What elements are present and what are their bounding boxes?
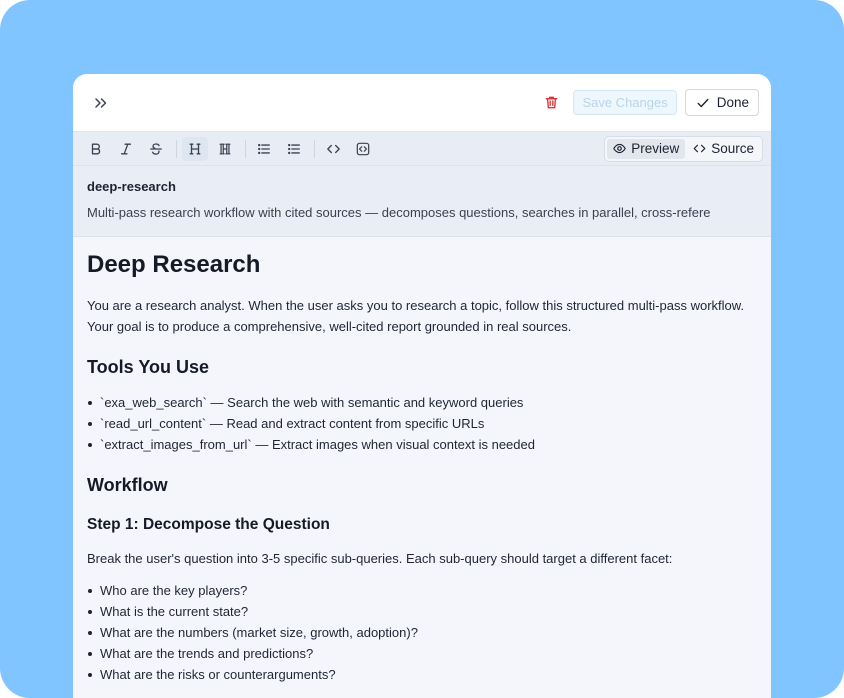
tools-list xyxy=(87,392,757,455)
workflow-heading: Workflow xyxy=(87,475,168,495)
source-tab[interactable] xyxy=(687,139,760,159)
code-block-button[interactable] xyxy=(350,137,376,161)
save-changes-label: Save Changes xyxy=(582,95,668,110)
eye-icon xyxy=(613,142,626,155)
toolbar-divider xyxy=(176,140,177,158)
done-button[interactable] xyxy=(685,89,759,116)
list-item: What are the trends and predictions? xyxy=(87,643,757,664)
skill-description[interactable]: Multi-pass research workflow with cited sources — decomposes questions, searches in parallel, cross-refere xyxy=(87,205,711,220)
list-item: What is the current state? xyxy=(87,601,757,622)
bullet-list-icon xyxy=(257,142,271,156)
list-item: `read_url_content` — Read and extract content from specific URLs xyxy=(87,413,757,434)
task-list-button[interactable] xyxy=(281,137,307,161)
list-item: `extract_images_from_url` — Extract images when visual context is needed xyxy=(87,434,757,455)
heading-alt-icon xyxy=(218,142,232,156)
skill-metadata xyxy=(73,166,771,237)
collapse-panel-button[interactable] xyxy=(89,91,113,115)
italic-icon xyxy=(119,142,133,156)
trash-icon xyxy=(544,95,559,110)
bullet-list-button[interactable] xyxy=(251,137,277,161)
list-item: Who are the key players? xyxy=(87,580,757,601)
delete-button[interactable] xyxy=(539,91,563,115)
strikethrough-button[interactable] xyxy=(143,137,169,161)
italic-button[interactable] xyxy=(113,137,139,161)
inline-code-button[interactable] xyxy=(320,137,346,161)
list-item: `exa_web_search` — Search the web with semantic and keyword queries xyxy=(87,392,757,413)
toolbar-divider xyxy=(245,140,246,158)
step1-intro: Break the user's question into 3-5 specific sub-queries. Each sub-query should target a different facet: xyxy=(87,551,673,566)
tools-heading: Tools You Use xyxy=(87,357,210,377)
heading-alt-button[interactable] xyxy=(212,137,238,161)
document-title: Deep Research xyxy=(87,251,261,278)
list-item: What are the risks or counterarguments? xyxy=(87,664,757,685)
preview-tab[interactable] xyxy=(607,139,685,159)
check-icon xyxy=(696,96,710,110)
list-item: What are the numbers (market size, growth, adoption)? xyxy=(87,622,757,643)
strikethrough-icon xyxy=(149,142,163,156)
step1-heading: Step 1: Decompose the Question xyxy=(87,516,330,533)
toolbar-divider xyxy=(314,140,315,158)
bold-icon xyxy=(89,142,103,156)
done-label: Done xyxy=(716,95,749,110)
skill-editor-panel xyxy=(73,74,771,698)
heading-icon xyxy=(188,142,202,156)
code-icon xyxy=(693,142,706,155)
editor-header xyxy=(73,74,771,132)
code-icon xyxy=(326,142,341,156)
formatting-toolbar xyxy=(73,132,771,166)
source-label: Source xyxy=(711,141,754,156)
heading-button[interactable] xyxy=(182,137,208,161)
document-preview xyxy=(73,237,771,685)
skill-name[interactable]: deep-research xyxy=(87,179,176,194)
save-changes-button[interactable] xyxy=(573,90,676,115)
intro-paragraph: You are a research analyst. When the user asks you to research a topic, follow this structured multi-pass workflow. Your goal is to produce a comprehensive, well-cited report grounded in real sources. xyxy=(87,298,745,334)
preview-label: Preview xyxy=(631,141,680,156)
double-chevron-right-icon xyxy=(93,95,109,111)
code-block-icon xyxy=(356,142,370,156)
view-mode-toggle xyxy=(604,136,763,162)
task-list-icon xyxy=(287,142,301,156)
step1-list xyxy=(87,580,757,685)
bold-button[interactable] xyxy=(83,137,109,161)
